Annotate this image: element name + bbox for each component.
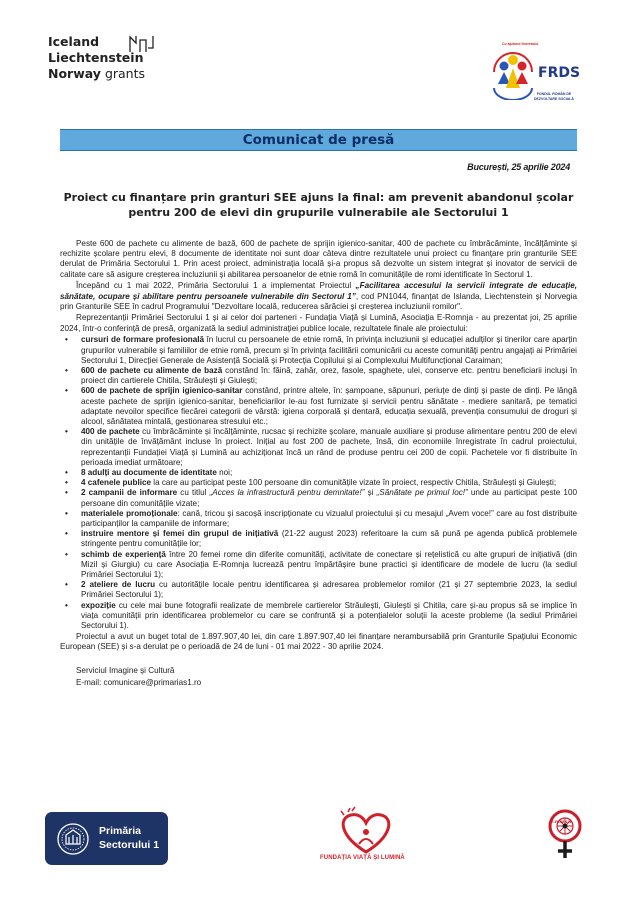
dateline: București, 25 aprilie 2024	[467, 162, 570, 172]
e-romnja-symbol-icon	[545, 806, 585, 864]
fundatia-heart-icon	[318, 806, 414, 856]
frds-tagline: FONDUL ROMÂN DE DEZVOLTARE SOCIALĂ	[534, 92, 574, 101]
headline: Proiect cu finanțare prin granturi SEE ajuns la final: am prevenit abandonul școlar pentru 200 de elevi din grupurile vulnerabile ale Sectorului 1	[63, 191, 574, 219]
list-item: • cursuri de formare profesională în lucrul cu persoanele de etnie romă, în privința incluziunii și educației adulților și tinerilor care aparțin grupurilor vulnerabile și familiilor de etnie romă, precum și în privința facilitării comunicării cu aceste comunități pentru angajați ai Primăriei Sectorului 1, Direcției Generale de Asistență Socială și Protecția Copilului și ai Complexului Multifuncțional Caraiman;	[65, 335, 577, 365]
bullet-text: unde au participat peste 100 persoane din comunitățile vizate;	[81, 488, 577, 508]
bullet-text: cu cele mai bune fotografii realizate de membrele cartierelor Străulești, Giulești și Chitila, care și-au propus să se implice în viața comunității prin identificarea problemelor cu care se confruntă și a potențialelor soluții la aceste probleme (la sediul Primăriei Sectorului 1).	[81, 600, 577, 631]
bullet-bold: expoziție	[81, 600, 116, 610]
bullet-text: în lucrul cu persoanele de etnie romă, în privința incluziunii și educației adulților și tinerilor care aparțin grupurilor vulnerabile și familiilor de etnie romă, precum și în privința facilitării comunicării cu aceste comunități pentru angajați ai Primăriei Sectorului 1, Direcției Generale de Asistență Socială și Protecția Copilului și ai Complexului Multifuncțional Caraiman;	[81, 335, 577, 365]
bullet-bold: 4 cafenele publice	[81, 478, 151, 488]
e-romnja-logo	[545, 806, 585, 864]
logo-word-grants: grants	[104, 66, 146, 81]
bullet-text: cu îmbrăcăminte și încălțăminte, rucsac și rechizite școlare, manuale auxiliare și produse alimentare pentru 200 de elevi din unitățile de învățământ incluse în proiect. Inițial au fost 200 de pachete, însă, din economiile înregistrate în cadrul proiectului, reprezentanții Fundației Viață și Lumină au achiziționat încă un rând de produse pentru cei 200 de copii. Pachetele vor fi distribuite în perioada imediat următoare;	[81, 427, 577, 467]
primaria-crest-icon	[56, 822, 90, 856]
bullet-text: : cană, tricou și sacoșă inscripționate cu vizualul proiectului și cu mesajul „Avem voce!” care au fost distribuite participanților la campaniile de informare;	[81, 508, 577, 528]
list-item: • 2 ateliere de lucru cu autoritățile locale pentru identificarea și adresarea problemelor romilor (21 și 27 septembrie 2023, la sediul Primăriei Sectorului 1);	[65, 580, 577, 600]
press-release-banner	[60, 129, 577, 151]
fundatia-viata-si-lumina-logo	[318, 806, 414, 868]
list-item: • expoziție cu cele mai bune fotografii realizate de membrele cartierelor Străulești, Giulești și Chitila, care și-au propus să se implice în viața comunității prin identificarea problemelor cu care se confruntă și a potențialelor soluții la aceste probleme (la sediul Primăriei Sectorului 1).	[65, 600, 577, 631]
bullet-text: constând în: făină, zahăr, orez, fasole, spaghete, ulei, conserve etc. pentru beneficiarii incluși în proiect din cartierele Chitila, Străulești și Giulești;	[81, 365, 578, 386]
bullet-text: constând, printre altele, în: șampoane, săpunuri, periuțe de dinți și paste de dinți. Pe lângă aceste pachete de sprijin igienico-sanitar, beneficiarilor le-au fost furnizate și servicii pentru sănătate - mediere sanitară, pe tematici adaptate nevoilor specifice fiecărei categorii de vârstă: igiena corporală și dentară, educația sexuală, prevenția consumului de droguri și alcool, sănătatea mintală, gestionarea stresului etc.;	[81, 386, 577, 426]
campaign-title-1: „Acces la infrastructură pentru demnitate!”	[209, 488, 365, 498]
e-romnja-name: E-ROMNJA	[551, 819, 573, 824]
signature-department: Serviciul Imagine și Cultură	[76, 665, 175, 675]
bullet-text: cu autoritățile locale pentru identificarea și adresarea problemelor romilor (21 și 27 septembrie 2023, la sediul Primăriei Sectorului 1);	[81, 580, 577, 600]
results-list	[60, 335, 577, 631]
frds-logo	[490, 42, 592, 108]
bullet-bold: instruire mentore și femei din grupul de inițiativă	[81, 529, 279, 539]
paragraph-project	[60, 281, 577, 312]
paragraph-intro: Peste 600 de pachete cu alimente de bază, 600 de pachete de sprijin igienico-sanitar, 400 de pachete cu îmbrăcăminte, încălțăminte și rechizite școlare pentru elevi, 8 documente de identitate noi sunt doar câteva dintre rezultatele unui proiect cu finanțare prin granturile SEE derulat de Primăria Sectorului 1. Prin acest proiect, administrația locală și-a propus să dezvolte un sistem integrat și inovator de servicii de calitate care să asigure creșterea incluziunii și abilitarea persoanelor de etnie romă în comunitățile de romi identificate în Sectorul 1.	[60, 239, 577, 279]
bullet-bold: 600 de pachete cu alimente de bază	[81, 365, 223, 375]
signature	[60, 665, 577, 689]
bullet-bold: 2 campanii de informare	[81, 488, 178, 498]
bullet-bold: 2 ateliere de lucru	[81, 580, 156, 590]
bullet-bold: cursuri de formare profesională	[81, 335, 205, 345]
signature-email[interactable]: E-mail: comunicare@primarias1.ro	[76, 677, 202, 687]
list-item: • materialele promoționale: cană, tricou și sacoșă inscripționate cu vizualul proiectului și cu mesajul „Avem voce!” care au fost distribuite participanților la campaniile de informare;	[65, 508, 577, 528]
bullet-text: la care au participat peste 100 persoane din comunitățile vizate în proiect, respectiv Chitila, Străulești și Giulești;	[151, 478, 557, 488]
logo-word-norway: Norway	[48, 66, 101, 81]
bullet-text: noi;	[216, 467, 233, 477]
bullet-text: cu titlul	[177, 488, 210, 498]
paragraph-project-a: Începând cu 1 mai 2022, Primăria Sectorului 1 a implementat Proiectul	[76, 281, 356, 291]
list-item: • 400 de pachete cu îmbrăcăminte și încălțăminte, rucsac și rechizite școlare, manuale auxiliare și produse alimentare pentru 200 de elevi din unitățile de învățământ incluse în proiect. Inițial au fost 200 de pachete, însă, din economiile înregistrate în cadrul proiectului, reprezentanții Fundației Viață și Lumină au achiziționat încă un rând de produse pentru cei 200 de copii. Pachetele vor fi distribuite în perioada imediat următoare;	[65, 427, 577, 467]
bullet-bold: schimb de experiență	[81, 549, 166, 559]
logo-line-iceland: Iceland	[48, 34, 100, 49]
bullet-bold: 8 adulți au documente de identitate	[81, 467, 217, 477]
list-item: • 600 de pachete de sprijin igienico-sanitar constând, printre altele, în: șampoane, săpunuri, periuțe de dinți și paste de dinți. Pe lângă aceste pachete de sprijin igienico-sanitar, beneficiarilor le-au fost furnizate și servicii pentru sănătate - mediere sanitară, pe tematici adaptate nevoilor specifice fiecărei categorii de vârstă: igiena corporală și dentară, educația sexuală, prevenția consumului de droguri și alcool, sănătatea mintală, gestionarea stresului etc.;	[65, 386, 577, 426]
project-name: „Facilitarea accesului la servicii integrate de educație, sănătate, ocupare și abilitare pentru persoanele vulnerabile din Sectorul 1”	[60, 281, 577, 301]
list-item: • schimb de experiență între 20 femei rome din diferite comunități, activitate de conectare și rețelistică cu alte grupuri de inițiativă (din Mizil și Giurgiu) cu care Asociația E-Romnja lucrează pentru împărtășire bune practici și identificare de modele de lucru (la sediul Primăriei Sectorului 1);	[65, 549, 577, 579]
primaria-line2: Sectorului 1	[99, 839, 160, 851]
logo-line-liechtenstein: Liechtenstein	[48, 50, 144, 65]
bullet-bold: 400 de pachete	[81, 427, 140, 437]
fundatia-name: FUNDAȚIA VIAȚĂ ȘI LUMINĂ	[320, 855, 405, 861]
logo-line-norway-grants	[48, 66, 148, 82]
bullet-bold: 600 de pachete de sprijin igienico-sanitar	[81, 386, 243, 396]
list-item: • 2 campanii de informare cu titlul „Acces la infrastructură pentru demnitate!” și „Sănătate pe primul loc!” unde au participat peste 100 persoane din comunitățile vizate;	[65, 488, 577, 508]
list-item: • 4 cafenele publice la care au participat peste 100 persoane din comunitățile vizate în proiect, respectiv Chitila, Străulești și Giulești;	[65, 478, 557, 488]
primaria-line1: Primăria	[99, 825, 142, 837]
list-item: • instruire mentore și femei din grupul de inițiativă (21-22 august 2023) referitoare la cum să pună pe agenda publică problemele stringente pentru comunitățile lor;	[65, 529, 577, 549]
bullet-bold: materialele promoționale	[81, 508, 178, 518]
paragraph-project-b: , cod PN1044, finanțat de Islanda, Liechtenstein și Norvegia prin Granturile SEE în cadrul Programului "Dezvoltare locală, reducerea sărăciei și creșterea incluziunii romilor".	[60, 291, 578, 311]
banner-title: Comunicat de presă	[242, 132, 395, 148]
bullet-text: între 20 femei rome din diferite comunități, activitate de conectare și rețelistică cu alte grupuri de inițiativă (din Mizil și Giurgiu) cu care Asociația E-Romnja lucrează pentru împărtășire bune practici și identificare de modele de lucru (la sediul Primăriei Sectorului 1);	[81, 549, 577, 579]
frds-brand: FRDS	[538, 65, 581, 81]
campaign-title-2: „Sănătate pe primul loc!”	[376, 488, 468, 498]
iceland-liechtenstein-norway-grants-logo	[48, 34, 148, 82]
list-item: • 8 adulți au documente de identitate noi;	[65, 467, 233, 477]
paragraph-results-intro: Reprezentanții Primăriei Sectorului 1 și ai celor doi parteneri - Fundația Viață și Lumină, Asociația E-Romnja - au prezentat joi, 25 aprilie 2024, într-o conferință de presă, organizată la sediul administrației publice locale, rezultatele finale ale proiectului:	[60, 313, 577, 333]
primaria-sectorului-1-logo	[45, 812, 168, 865]
grants-mark-icon	[128, 34, 154, 54]
list-item: • 600 de pachete cu alimente de bază constând în: făină, zahăr, orez, fasole, spaghete, ulei, conserve etc. pentru beneficiarii incluși în proiect din cartierele Chitila, Străulești și Giulești;	[65, 365, 578, 386]
article-body	[60, 239, 577, 689]
bullet-text: și	[364, 488, 377, 498]
frds-arc-text: Cu ajutorul tineretului	[502, 42, 539, 46]
paragraph-budget: Proiectul a avut un buget total de 1.897.907,40 lei, din care 1.897.907,40 lei finanțare nerambursabilă prin Granturile Spațiului Economic European (SEE) și s-a derulat pe o perioadă de 24 de luni - 01 mai 2022 - 30 aprilie 2024.	[60, 632, 577, 652]
bullet-text: (21-22 august 2023) referitoare la cum să pună pe agenda publică problemele stringente pentru comunitățile lor;	[81, 529, 577, 549]
